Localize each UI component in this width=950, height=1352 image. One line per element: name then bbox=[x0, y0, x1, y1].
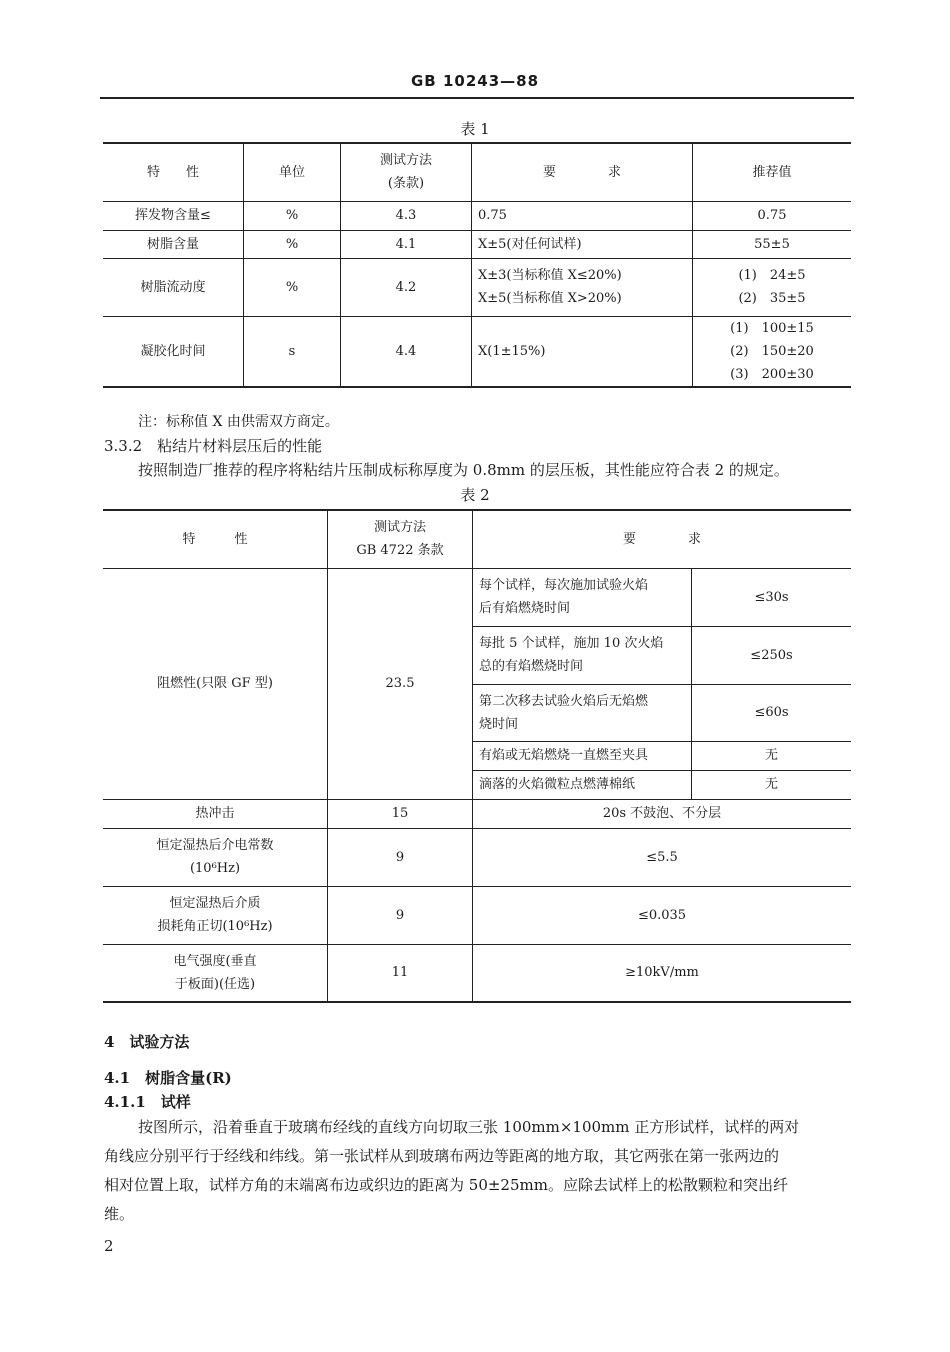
table-row bbox=[103, 886, 851, 944]
t2-h-property: 特 性 bbox=[103, 510, 328, 568]
t1-cell-property: 凝胶化时间 bbox=[103, 316, 244, 387]
section-41-heading: 4.1 树脂含量(R) bbox=[104, 1069, 232, 1087]
t2-h-requirement: 要 求 bbox=[473, 510, 852, 568]
t2-flame-desc: 每个试样，每次施加试验火焰 后有焰燃烧时间 bbox=[473, 568, 692, 626]
t1-cell-req: X(1±15%) bbox=[472, 316, 693, 387]
t2-cell-method: 11 bbox=[328, 944, 473, 1002]
t2-flame-desc: 有焰或无焰燃烧一直燃至夹具 bbox=[473, 741, 692, 770]
t1-cell-method: 4.4 bbox=[341, 316, 472, 387]
table1-note: 注：标称值 X 由供需双方商定。 bbox=[138, 414, 339, 430]
table-row bbox=[103, 568, 851, 626]
table2-header-row bbox=[103, 510, 851, 568]
t2-flame-value: 无 bbox=[692, 741, 852, 770]
t1-cell-method: 4.2 bbox=[341, 258, 472, 316]
t1-cell-rec: 55±5 bbox=[693, 230, 852, 258]
t2-flame-desc: 每批 5 个试样，施加 10 次火焰 总的有焰燃烧时间 bbox=[473, 626, 692, 684]
table2-caption: 表 2 bbox=[460, 486, 490, 504]
t1-cell-unit: % bbox=[244, 201, 341, 230]
t2-cell-method: 9 bbox=[328, 828, 473, 886]
t1-cell-method: 4.3 bbox=[341, 201, 472, 230]
paragraph-line: 相对位置上取，试样方角的末端离布边或织边的距离为 50±25mm。应除去试样上的松散颗粒和突出纤 bbox=[104, 1176, 788, 1194]
document-header: GB 10243—88 bbox=[410, 72, 540, 90]
section-332-text: 按照制造厂推荐的程序将粘结片压制成标称厚度为 0.8mm 的层压板，其性能应符合表 2 的规定。 bbox=[138, 461, 789, 479]
t2-cell-req: 20s 不鼓泡、不分层 bbox=[473, 799, 852, 828]
t1-cell-unit: s bbox=[244, 316, 341, 387]
paragraph-line: 角线应分别平行于经线和纬线。第一张试样从到玻璃布两边等距离的地方取，其它两张在第一张两边的 bbox=[104, 1147, 780, 1165]
t2-cell-property: 热冲击 bbox=[103, 799, 328, 828]
t1-cell-rec: (1) 100±15 (2) 150±20 (3) 200±30 bbox=[693, 316, 852, 387]
t1-cell-rec: 0.75 bbox=[693, 201, 852, 230]
t2-cell-property: 恒定湿热后介电常数 (10⁶Hz) bbox=[103, 828, 328, 886]
t2-cell-req: ≥10kV/mm bbox=[473, 944, 852, 1002]
section-411-heading: 4.1.1 试样 bbox=[104, 1093, 191, 1111]
table1-caption: 表 1 bbox=[460, 120, 490, 138]
t2-cell-req: ≤5.5 bbox=[473, 828, 852, 886]
t1-h-unit: 单位 bbox=[244, 143, 341, 201]
t2-cell-method: 15 bbox=[328, 799, 473, 828]
t2-flame-property: 阻燃性(只限 GF 型) bbox=[103, 568, 328, 799]
table-row bbox=[103, 201, 851, 230]
t1-h-property: 特 性 bbox=[103, 143, 244, 201]
t1-cell-property: 树脂含量 bbox=[103, 230, 244, 258]
t2-flame-value: ≤30s bbox=[692, 568, 852, 626]
t2-cell-property: 恒定湿热后介质 损耗角正切(10⁶Hz) bbox=[103, 886, 328, 944]
t2-flame-value: ≤250s bbox=[692, 626, 852, 684]
section-332-heading: 3.3.2 粘结片材料层压后的性能 bbox=[104, 437, 323, 455]
paragraph-line: 维。 bbox=[104, 1205, 135, 1223]
t2-h-method: 测试方法 GB 4722 条款 bbox=[328, 510, 473, 568]
table1-header-row bbox=[103, 143, 851, 201]
t1-cell-unit: % bbox=[244, 230, 341, 258]
t2-cell-req: ≤0.035 bbox=[473, 886, 852, 944]
t1-cell-req: X±3(当标称值 X≤20%) X±5(当标称值 X>20%) bbox=[472, 258, 693, 316]
header-rule bbox=[100, 97, 854, 99]
t1-h-recommended: 推荐值 bbox=[693, 143, 852, 201]
table-row bbox=[103, 799, 851, 828]
t2-flame-method: 23.5 bbox=[328, 568, 473, 799]
t2-cell-method: 9 bbox=[328, 886, 473, 944]
paragraph-line: 按图所示，沿着垂直于玻璃布经线的直线方向切取三张 100mm×100mm 正方形试样，试样的两对 bbox=[138, 1118, 800, 1136]
t2-flame-desc: 滴落的火焰微粒点燃薄棉纸 bbox=[473, 770, 692, 799]
table-row bbox=[103, 944, 851, 1002]
t1-cell-method: 4.1 bbox=[341, 230, 472, 258]
t1-cell-req: 0.75 bbox=[472, 201, 693, 230]
t1-cell-req: X±5(对任何试样) bbox=[472, 230, 693, 258]
page-number: 2 bbox=[104, 1237, 114, 1255]
table-row bbox=[103, 316, 851, 387]
table2 bbox=[103, 509, 851, 1003]
t1-h-method: 测试方法 (条款) bbox=[341, 143, 472, 201]
t1-cell-rec: (1) 24±5 (2) 35±5 bbox=[693, 258, 852, 316]
table1 bbox=[103, 142, 851, 388]
t2-flame-desc: 第二次移去试验火焰后无焰燃 烧时间 bbox=[473, 684, 692, 741]
t2-flame-value: 无 bbox=[692, 770, 852, 799]
section-411-paragraph bbox=[104, 1113, 854, 1229]
t1-cell-property: 挥发物含量≤ bbox=[103, 201, 244, 230]
t1-cell-unit: % bbox=[244, 258, 341, 316]
t2-cell-property: 电气强度(垂直 于板面)(任选) bbox=[103, 944, 328, 1002]
section-4-heading: 4 试验方法 bbox=[104, 1033, 190, 1051]
table-row bbox=[103, 828, 851, 886]
t1-cell-property: 树脂流动度 bbox=[103, 258, 244, 316]
table-row bbox=[103, 258, 851, 316]
t1-h-requirement: 要 求 bbox=[472, 143, 693, 201]
t2-flame-value: ≤60s bbox=[692, 684, 852, 741]
table-row bbox=[103, 230, 851, 258]
